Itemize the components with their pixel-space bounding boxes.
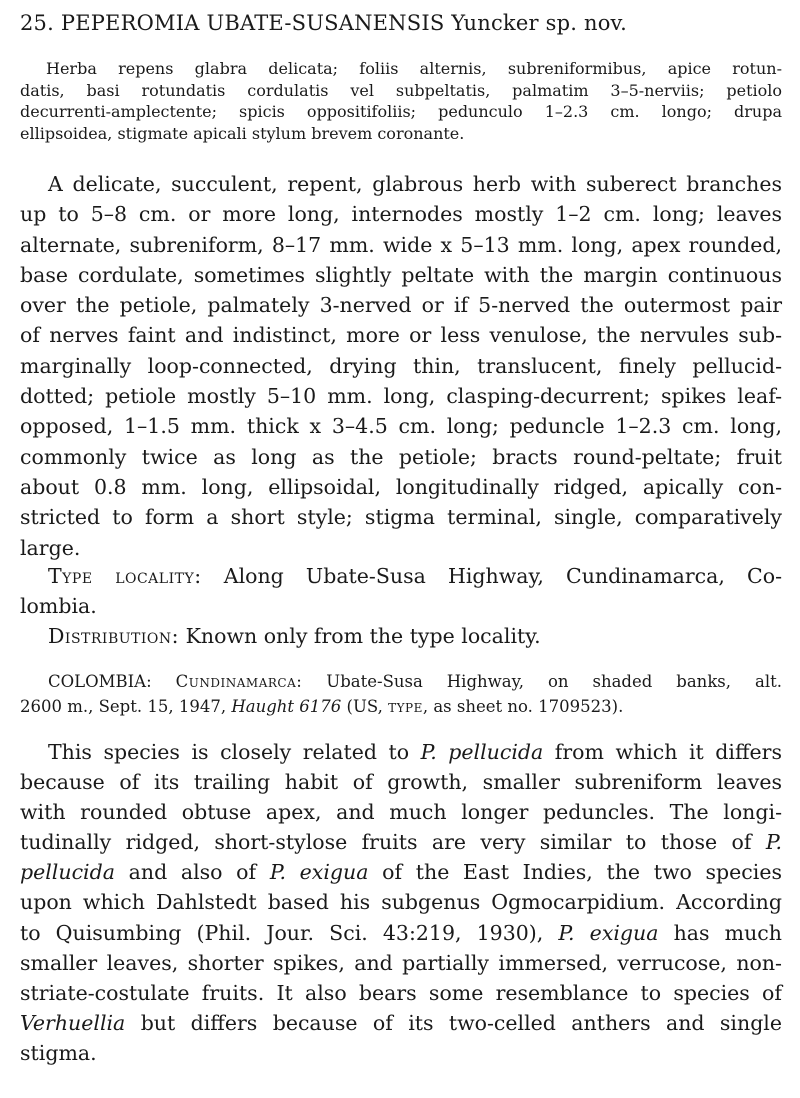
- genus-name: Verhuellia: [20, 1010, 126, 1035]
- type-locality: [20, 561, 782, 622]
- latin-line: ellipsoidea, stigmate apicali stylum brevem coronante.: [20, 123, 465, 143]
- discussion-line: upon which Dahlstedt based his subgenus Ogmocarpidium. According: [20, 890, 782, 915]
- description-line: alternate, subreniform, 8–17 mm. wide x 5–13 mm. long, apex rounded,: [20, 232, 782, 257]
- english-description: [20, 169, 782, 563]
- discussion-line: [20, 827, 782, 857]
- species-name: pellucida: [20, 860, 115, 885]
- discussion-text: tudinally ridged, short-stylose fruits are very similar to those of: [20, 830, 752, 855]
- species-name: P. exigua: [558, 920, 659, 945]
- distribution-label: Distribution:: [48, 624, 180, 648]
- heading-text: 25. PEPEROMIA UBATE-SUSANENSIS Yuncker sp. nov.: [20, 11, 627, 35]
- specimen-collector: Haught 6176: [231, 696, 342, 716]
- discussion-line: striate-costulate fruits. It also bears some resemblance to species of: [20, 980, 782, 1005]
- specimen-country: COLOMBIA:: [48, 672, 152, 691]
- type-locality-label: Type locality:: [48, 564, 202, 588]
- discussion-text: of the East Indies, the two species: [382, 860, 782, 885]
- discussion-line: [20, 1008, 782, 1038]
- description-line: about 0.8 mm. long, ellipsoidal, longitudinally ridged, apically con-: [20, 474, 782, 499]
- discussion-line: [20, 857, 782, 887]
- species-name: P. exigua: [269, 860, 369, 885]
- discussion-line: [20, 918, 782, 948]
- latin-line: decurrenti-amplectente; spicis oppositifoliis; pedunculo 1–2.3 cm. longo; drupa: [20, 102, 782, 121]
- specimen-type-word: type: [388, 696, 423, 716]
- type-locality-line: lombia.: [20, 594, 97, 619]
- type-locality-line: [20, 561, 782, 591]
- species-name: P.: [765, 830, 782, 855]
- distribution-text: Known only from the type locality.: [185, 624, 541, 648]
- discussion-line: smaller leaves, shorter spikes, and partially immersed, verrucose, non-: [20, 950, 782, 975]
- discussion-line: stigma.: [20, 1040, 97, 1065]
- latin-line: datis, basi rotundatis cordulatis vel subpeltatis, palmatim 3–5-nerviis; petiolo: [20, 80, 782, 100]
- discussion-line: [20, 737, 782, 767]
- discussion-text: has much: [673, 920, 782, 945]
- distribution-line: [20, 621, 782, 651]
- description-line: base cordulate, sometimes slightly peltate with the margin continuous: [20, 262, 782, 287]
- discussion: [20, 737, 782, 1068]
- specimen-line: [20, 670, 782, 695]
- specimen-date: 2600 m., Sept. 15, 1947,: [20, 696, 227, 716]
- discussion-line: because of its trailing habit of growth, smaller subreniform leaves: [20, 770, 782, 795]
- discussion-line: with rounded obtuse apex, and much longer peduncles. The longi-: [20, 800, 782, 825]
- description-line: up to 5–8 cm. or more long, internodes mostly 1–2 cm. long; leaves: [20, 202, 782, 227]
- discussion-text: from which it differs: [554, 740, 782, 764]
- specimen-herbarium: (US,: [346, 696, 383, 716]
- description-line: stricted to form a short style; stigma terminal, single, comparatively: [20, 505, 782, 530]
- type-locality-text: Along Ubate-Susa Highway, Cundinamarca, Co-: [223, 564, 782, 588]
- description-line: marginally loop-connected, drying thin, translucent, finely pellucid-: [20, 353, 782, 378]
- species-heading: [20, 8, 782, 38]
- description-line: large.: [20, 535, 81, 560]
- discussion-text: and also of: [128, 860, 257, 885]
- discussion-text: but differs because of its two-celled anthers and single: [140, 1010, 782, 1035]
- latin-diagnosis: [20, 58, 782, 144]
- specimen-line: [20, 695, 782, 720]
- latin-line: Herba repens glabra delicata; foliis alternis, subreniformibus, apice rotun-: [46, 59, 782, 78]
- specimen-sheet: , as sheet no. 1709523).: [422, 696, 624, 716]
- description-line: dotted; petiole mostly 5–10 mm. long, clasping-decurrent; spikes leaf-: [20, 384, 782, 409]
- specimen-locality: Ubate-Susa Highway, on shaded banks, alt.: [326, 672, 782, 691]
- description-line: commonly twice as long as the petiole; bracts round-peltate; fruit: [20, 444, 782, 469]
- description-line: opposed, 1–1.5 mm. thick x 3–4.5 cm. long; peduncle 1–2.3 cm. long,: [20, 414, 782, 439]
- description-line: of nerves faint and indistinct, more or less venulose, the nervules sub-: [20, 323, 782, 348]
- specimen-department: Cundinamarca:: [175, 672, 303, 691]
- discussion-text: to Quisumbing (Phil. Jour. Sci. 43:219, 1930),: [20, 920, 544, 945]
- species-name: P. pellucida: [420, 740, 544, 764]
- discussion-text: This species is closely related to: [48, 740, 410, 764]
- specimen-citation: [20, 670, 782, 719]
- distribution: [20, 621, 782, 651]
- description-line: over the petiole, palmately 3-nerved or if 5-nerved the outermost pair: [20, 293, 782, 318]
- description-line: A delicate, succulent, repent, glabrous herb with suberect branches: [48, 172, 782, 196]
